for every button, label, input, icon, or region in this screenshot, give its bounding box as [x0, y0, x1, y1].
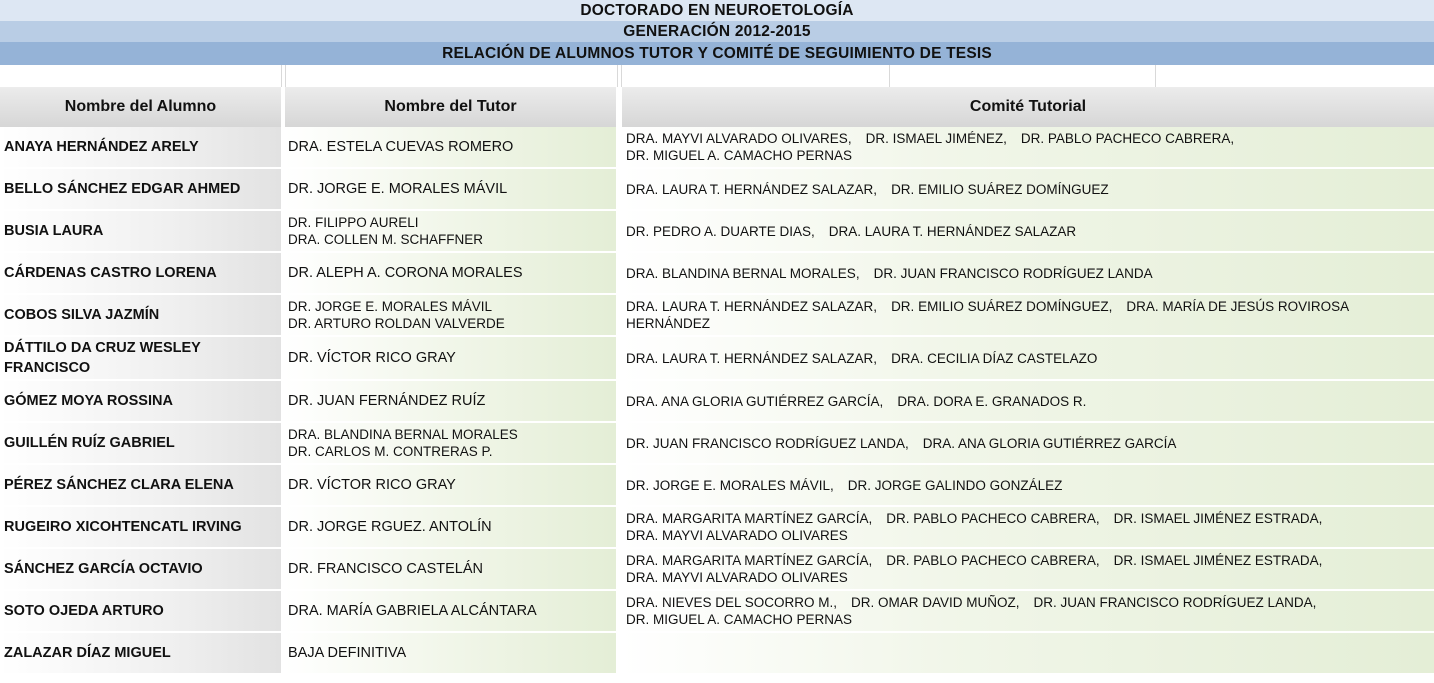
student-name-cell [0, 127, 281, 167]
tutor-name: DR. JUAN FERNÁNDEZ RUÍZ [288, 392, 486, 409]
student-name-cell [0, 633, 281, 673]
committee-member: DRA. NIEVES DEL SOCORRO M., [626, 595, 838, 610]
table-row [0, 633, 1434, 675]
committee-member: DR. MIGUEL A. CAMACHO PERNAS [626, 612, 853, 627]
student-name: FRANCISCO [4, 360, 91, 376]
committee-member: DRA. LAURA T. HERNÁNDEZ SALAZAR, [626, 181, 878, 197]
tutor-name: DR. FRANCISCO CASTELÁN [288, 560, 483, 577]
table-row [0, 381, 1434, 423]
gridline [1155, 65, 1156, 87]
table-row [0, 295, 1434, 337]
committee-line [626, 298, 1434, 332]
tutor-cell [285, 169, 616, 209]
gridline [621, 65, 622, 87]
table-row [0, 549, 1434, 591]
committee-member: DRA. CECILIA DÍAZ CASTELAZO [891, 350, 1098, 366]
tutor-name: DR. CARLOS M. CONTRERAS P. [288, 444, 493, 459]
committee-member: DR. JUAN FRANCISCO RODRÍGUEZ LANDA, [626, 435, 909, 451]
student-name-cell [0, 253, 281, 293]
student-name: CÁRDENAS CASTRO LORENA [4, 265, 217, 281]
tutor-name: BAJA DEFINITIVA [288, 644, 407, 661]
committee-line [626, 594, 1316, 611]
committee-cell [622, 337, 1434, 379]
generation-title: GENERACIÓN 2012-2015 [0, 21, 1434, 42]
table-row [0, 211, 1434, 253]
committee-line [626, 510, 1322, 527]
tutor-name: DRA. ESTELA CUEVAS ROMERO [288, 138, 514, 155]
student-name-cell [0, 337, 281, 379]
committee-line [626, 147, 1234, 164]
table-row [0, 127, 1434, 169]
tutor-name: DRA. BLANDINA BERNAL MORALES [288, 427, 518, 442]
committee-cell [622, 381, 1434, 421]
student-name: ZALAZAR DÍAZ MIGUEL [4, 645, 171, 661]
tutor-cell [285, 633, 616, 673]
student-name-cell [0, 507, 281, 547]
table-row [0, 465, 1434, 507]
committee-line [626, 527, 1322, 544]
student-name-cell [0, 169, 281, 209]
column-header-alumno: Nombre del Alumno [0, 87, 281, 127]
committee-member: DR. OMAR DAVID MUÑOZ, [851, 595, 1020, 610]
committee-member: DR. EMILIO SUÁREZ DOMÍNGUEZ, [891, 299, 1113, 314]
tutor-cell [285, 507, 616, 547]
committee-member: DR. JUAN FRANCISCO RODRÍGUEZ LANDA [873, 265, 1153, 281]
committee-cell [622, 295, 1434, 335]
student-name-cell [0, 423, 281, 463]
tutor-cell [285, 253, 616, 293]
student-name: DÁTTILO DA CRUZ WESLEY [4, 340, 201, 356]
student-name: ANAYA HERNÁNDEZ ARELY [4, 139, 199, 155]
tutor-name: DR. VÍCTOR RICO GRAY [288, 349, 456, 366]
committee-line [626, 130, 1234, 147]
committee-member: DR. ISMAEL JIMÉNEZ ESTRADA, [1113, 511, 1323, 526]
gridline [281, 65, 282, 87]
student-table [0, 127, 1434, 675]
tutor-name: DR. FILIPPO AURELI [288, 215, 419, 230]
committee-member: DR. PABLO PACHECO CABRERA, [886, 553, 1100, 568]
committee-member: DR. EMILIO SUÁREZ DOMÍNGUEZ [891, 181, 1109, 197]
committee-cell [622, 591, 1434, 631]
committee-member: DR. ISMAEL JIMÉNEZ, [865, 131, 1007, 146]
committee-cell [622, 253, 1434, 293]
student-name: GÓMEZ MOYA ROSSINA [4, 393, 173, 409]
committee-member: DR. JORGE GALINDO GONZÁLEZ [847, 477, 1063, 493]
committee-member: DRA. MARGARITA MARTÍNEZ GARCÍA, [626, 553, 873, 568]
student-name: BUSIA LAURA [4, 223, 104, 239]
table-row [0, 591, 1434, 633]
committee-line [626, 350, 1097, 367]
gridline [285, 65, 286, 87]
committee-member: DRA. LAURA T. HERNÁNDEZ SALAZAR, [626, 299, 878, 314]
committee-member: DRA. MARGARITA MARTÍNEZ GARCÍA, [626, 511, 873, 526]
committee-cell [622, 633, 1434, 673]
tutor-cell [285, 591, 616, 631]
committee-cell [622, 211, 1434, 251]
committee-cell [622, 169, 1434, 209]
tutor-name: DR. ARTURO ROLDAN VALVERDE [288, 316, 505, 331]
committee-member: DRA. LAURA T. HERNÁNDEZ SALAZAR [828, 223, 1077, 239]
tutor-cell [285, 295, 616, 335]
committee-line [626, 477, 1062, 494]
committee-cell [622, 423, 1434, 463]
student-name-cell [0, 211, 281, 251]
report-title: RELACIÓN DE ALUMNOS TUTOR Y COMITÉ DE SEGUIMIENTO DE TESIS [0, 42, 1434, 65]
tutor-cell [285, 127, 616, 167]
committee-member: DRA. MAYVI ALVARADO OLIVARES [626, 528, 848, 543]
student-name: COBOS SILVA JAZMÍN [4, 307, 160, 323]
student-name-cell [0, 591, 281, 631]
committee-member: DRA. MAYVI ALVARADO OLIVARES [626, 570, 848, 585]
tutor-name: DR. VÍCTOR RICO GRAY [288, 476, 456, 493]
committee-member: DR. PABLO PACHECO CABRERA, [886, 511, 1100, 526]
blank-row [0, 65, 1434, 87]
tutor-name: DR. JORGE RGUEZ. ANTOLÍN [288, 518, 492, 535]
program-title: DOCTORADO EN NEUROETOLOGÍA [0, 0, 1434, 21]
student-name: SOTO OJEDA ARTURO [4, 603, 164, 619]
committee-member: DR. MIGUEL A. CAMACHO PERNAS [626, 148, 853, 163]
student-name: PÉREZ SÁNCHEZ CLARA ELENA [4, 477, 234, 493]
committee-member: DRA. BLANDINA BERNAL MORALES, [626, 265, 860, 281]
tutor-name: DR. JORGE E. MORALES MÁVIL [288, 180, 508, 197]
committee-line [626, 435, 1176, 452]
student-name-cell [0, 549, 281, 589]
gridline [889, 65, 890, 87]
committee-line [626, 223, 1076, 240]
table-row [0, 507, 1434, 549]
committee-line [626, 552, 1322, 569]
tutor-name: DR. JORGE E. MORALES MÁVIL [288, 299, 493, 314]
committee-member: DRA. ANA GLORIA GUTIÉRREZ GARCÍA [922, 435, 1177, 451]
tutor-name: DR. ALEPH A. CORONA MORALES [288, 264, 523, 281]
committee-cell [622, 127, 1434, 167]
student-name: SÁNCHEZ GARCÍA OCTAVIO [4, 561, 203, 577]
gridline [617, 65, 618, 87]
tutor-cell [285, 423, 616, 463]
committee-member: DR. PEDRO A. DUARTE DIAS, [626, 223, 815, 239]
tutor-cell [285, 211, 616, 251]
student-name: BELLO SÁNCHEZ EDGAR AHMED [4, 181, 241, 197]
student-name-cell [0, 295, 281, 335]
tutor-name: DRA. MARÍA GABRIELA ALCÁNTARA [288, 602, 537, 619]
table-row [0, 169, 1434, 211]
committee-line [626, 611, 1316, 628]
committee-member: DR. JUAN FRANCISCO RODRÍGUEZ LANDA, [1033, 595, 1317, 610]
tutor-cell [285, 337, 616, 379]
committee-cell [622, 465, 1434, 505]
table-row [0, 253, 1434, 295]
committee-cell [622, 549, 1434, 589]
committee-line [626, 569, 1322, 586]
committee-member: DRA. MAYVI ALVARADO OLIVARES, [626, 131, 852, 146]
table-row [0, 423, 1434, 465]
committee-member: DR. PABLO PACHECO CABRERA, [1020, 131, 1235, 146]
committee-member: DRA. MARÍA DE JESÚS ROVIROSA HERNÁNDEZ [626, 299, 1349, 331]
student-name-cell [0, 381, 281, 421]
tutor-cell [285, 381, 616, 421]
committee-member: DRA. ANA GLORIA GUTIÉRREZ GARCÍA, [626, 393, 884, 409]
committee-line [626, 181, 1109, 198]
column-header-tutor: Nombre del Tutor [285, 87, 616, 127]
tutor-cell [285, 465, 616, 505]
tutor-cell [285, 549, 616, 589]
table-row [0, 337, 1434, 381]
committee-member: DRA. DORA E. GRANADOS R. [897, 393, 1087, 409]
student-name: GUILLÉN RUÍZ GABRIEL [4, 435, 175, 451]
committee-line [626, 393, 1086, 410]
tutor-name: DRA. COLLEN M. SCHAFFNER [288, 232, 484, 247]
student-name: RUGEIRO XICOHTENCATL IRVING [4, 519, 242, 535]
committee-line [626, 265, 1153, 282]
committee-cell [622, 507, 1434, 547]
student-name-cell [0, 465, 281, 505]
column-header-comite: Comité Tutorial [622, 87, 1434, 127]
committee-member: DR. ISMAEL JIMÉNEZ ESTRADA, [1113, 553, 1323, 568]
committee-member: DRA. LAURA T. HERNÁNDEZ SALAZAR, [626, 350, 878, 366]
committee-member: DR. JORGE E. MORALES MÁVIL, [626, 477, 834, 493]
